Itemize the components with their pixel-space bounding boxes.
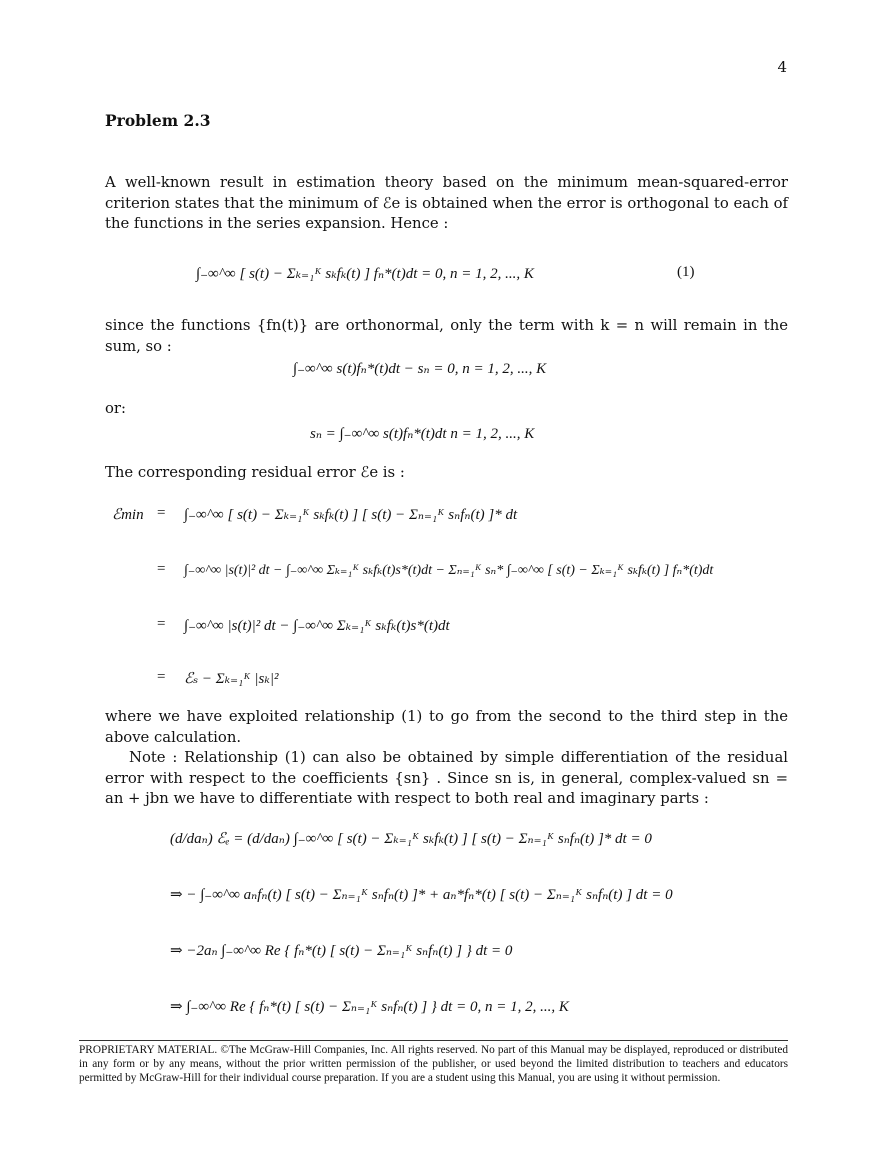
equals-sign-2: =	[157, 561, 166, 577]
residual-paragraph: The corresponding residual error ℰe is :	[105, 464, 405, 481]
differentiation-step-2: ⇒ − ∫₋∞^∞ aₙfₙ(t) [ s(t) − Σₙ₌₁ᴷ sₙfₙ(t) ]* + aₙ*fₙ*(t) [ s(t) − Σₙ₌₁ᴷ sₙfₙ(t) ] dt = 0	[170, 887, 673, 903]
equation-3: sₙ = ∫₋∞^∞ s(t)fₙ*(t)dt n = 1, 2, ..., K	[310, 426, 535, 442]
page-number: 4	[777, 58, 787, 76]
emin-step-1: ∫₋∞^∞ [ s(t) − Σₖ₌₁ᴷ sₖfₖ(t) ] [ s(t) − Σₙ₌₁ᴷ sₙfₙ(t) ]* dt	[184, 507, 518, 523]
or-label: or:	[105, 400, 126, 417]
differentiation-step-1: (d/daₙ) ℰₑ = (d/daₙ) ∫₋∞^∞ [ s(t) − Σₖ₌₁ᴷ sₖfₖ(t) ] [ s(t) − Σₙ₌₁ᴷ sₙfₙ(t) ]* dt = 0	[170, 831, 652, 847]
differentiation-step-3: ⇒ −2aₙ ∫₋∞^∞ Re { fₙ*(t) [ s(t) − Σₙ₌₁ᴷ sₙfₙ(t) ] } dt = 0	[170, 943, 513, 959]
exploited-paragraph: where we have exploited relationship (1) to go from the second to the third step in the above calculation.	[105, 708, 788, 746]
intro-paragraph: A well-known result in estimation theory based on the minimum mean-squared-error criterion states that the minimum of ℰe is obtained when the error is orthogonal to each of the functions in the series expansion. Hence :	[105, 174, 788, 232]
equation-1-number: (1)	[677, 264, 695, 280]
note-paragraph: Note : Relationship (1) can also be obtained by simple differentiation of the residual error with respect to the coefficients {sn} . Since sn is, in general, complex-valued sn = an + jbn we have to differentiate with respect to both real and imaginary parts :	[105, 749, 788, 807]
problem-heading: Problem 2.3	[105, 111, 211, 130]
equals-sign-3: =	[157, 616, 166, 632]
equals-sign-4: =	[157, 669, 166, 685]
emin-label: ℰmin	[112, 507, 144, 523]
equation-2: ∫₋∞^∞ s(t)fₙ*(t)dt − sₙ = 0, n = 1, 2, ..., K	[293, 361, 547, 377]
emin-step-3: ∫₋∞^∞ |s(t)|² dt − ∫₋∞^∞ Σₖ₌₁ᴷ sₖfₖ(t)s*(t)dt	[184, 618, 450, 634]
equation-1: ∫₋∞^∞ [ s(t) − Σₖ₌₁ᴷ sₖfₖ(t) ] fₙ*(t)dt = 0, n = 1, 2, ..., K	[196, 266, 534, 282]
emin-step-4: ℰₛ − Σₖ₌₁ᴷ |sₖ|²	[184, 671, 279, 687]
since-paragraph: since the functions {fn(t)} are orthonormal, only the term with k = n will remain in the sum, so :	[105, 317, 788, 355]
differentiation-step-4: ⇒ ∫₋∞^∞ Re { fₙ*(t) [ s(t) − Σₙ₌₁ᴷ sₙfₙ(t) ] } dt = 0, n = 1, 2, ..., K	[170, 999, 569, 1015]
copyright-footer: PROPRIETARY MATERIAL. ©The McGraw-Hill Companies, Inc. All rights reserved. No part of this Manual may be displayed, reproduced or distributed in any form or by any means, without the prior written permission of the publisher, or used beyond the limited distribution to teachers and educators permitted by McGraw-Hill for their individual course preparation. If you are a student using this Manual, you are using it without permission.	[79, 1044, 788, 1085]
equals-sign-1: =	[157, 505, 166, 521]
emin-step-2: ∫₋∞^∞ |s(t)|² dt − ∫₋∞^∞ Σₖ₌₁ᴷ sₖfₖ(t)s*(t)dt − Σₙ₌₁ᴷ sₙ* ∫₋∞^∞ [ s(t) − Σₖ₌₁ᴷ sₖfₖ(t) ] fₙ*(t)dt	[184, 563, 714, 578]
footer-rule	[79, 1040, 788, 1041]
